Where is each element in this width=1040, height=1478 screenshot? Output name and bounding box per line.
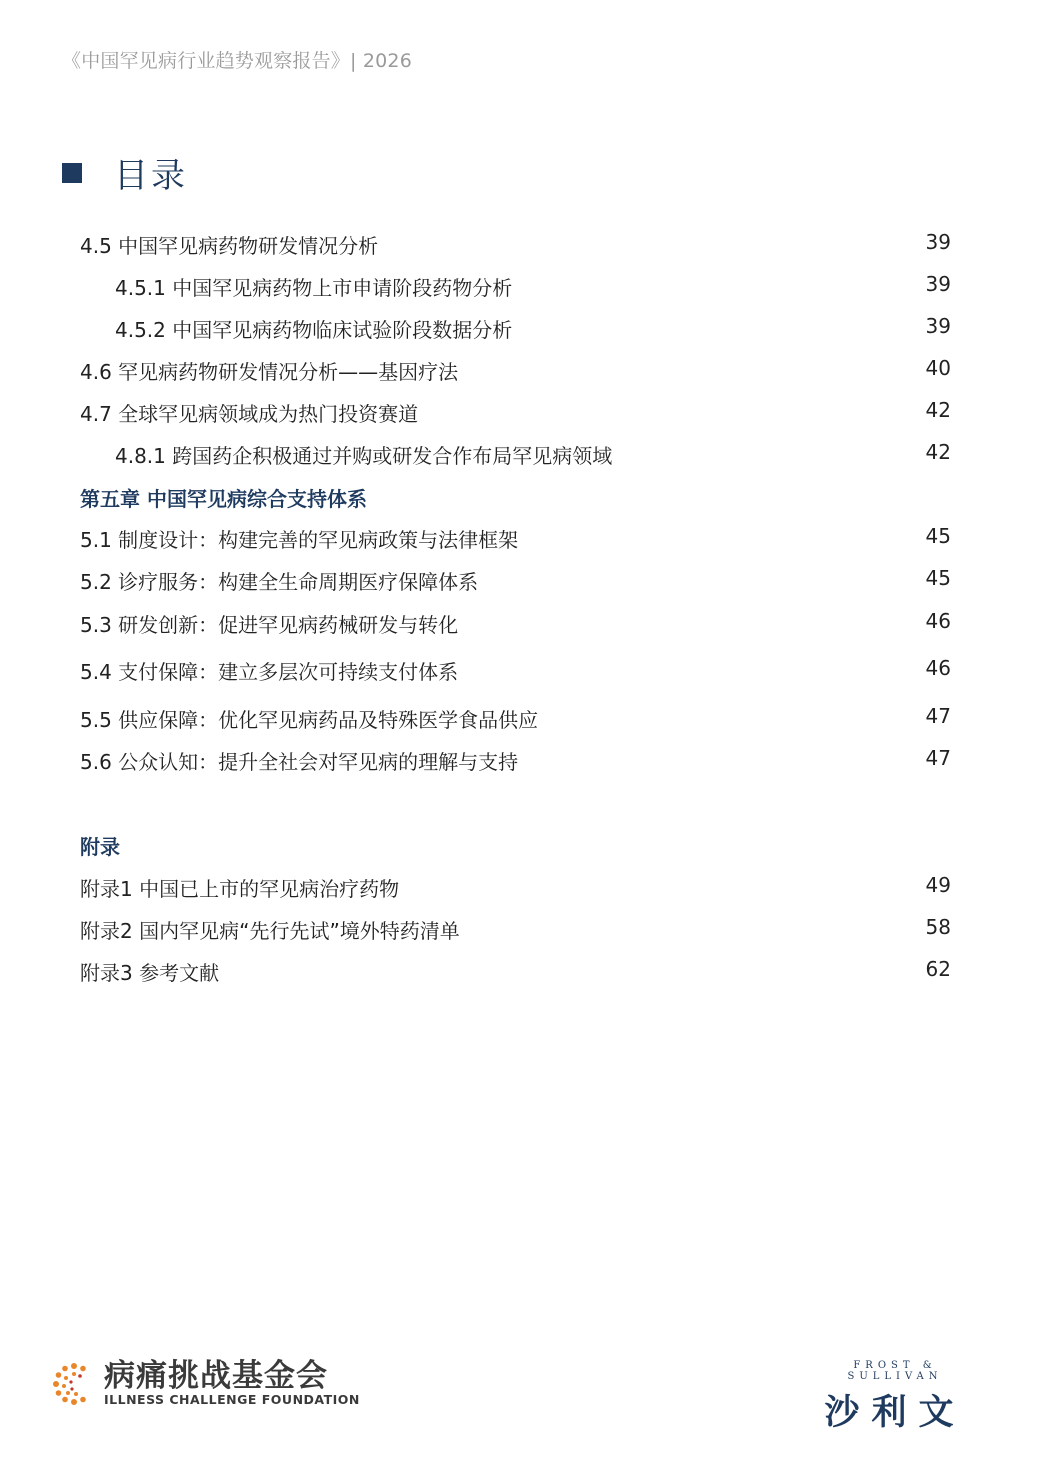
frost-sullivan-name-en: FROST & SULLIVAN [847,1360,943,1382]
toc-entry-page: 39 [925,230,951,254]
toc-entry[interactable] [0,656,1040,688]
foundation-ring-icon [52,1362,96,1406]
toc-entry-page: 46 [925,609,951,633]
toc-entry[interactable] [0,566,1040,598]
toc-chapter-label: 第五章 中国罕见病综合支持体系 [80,487,367,511]
toc-entry-page: 47 [925,746,951,770]
toc-entry-page: 47 [925,704,951,728]
toc-entry-label: 5.6 公众认知：提升全社会对罕见病的理解与支持 [80,750,519,774]
toc-entry[interactable] [0,398,1040,430]
toc-entry[interactable] [0,915,1040,947]
toc-entry-page: 46 [925,656,951,680]
toc-entry-page: 39 [925,314,951,338]
toc-entry-label: 5.2 诊疗服务：构建全生命周期医疗保障体系 [80,570,479,594]
toc-entry-label: 4.5.1 中国罕见病药物上市申请阶段药物分析 [115,276,513,300]
toc-entry[interactable] [0,957,1040,989]
title-square-icon [62,163,82,183]
foundation-name-en: ILLNESS CHALLENGE FOUNDATION [104,1392,360,1407]
toc-entry[interactable] [0,230,1040,262]
toc-entry-label: 5.3 研发创新：促进罕见病药械研发与转化 [80,613,459,637]
toc-entry-label: 附录3 参考文献 [80,961,220,985]
toc-entry-page: 42 [925,440,951,464]
toc-entry-page: 45 [925,524,951,548]
frost-sullivan-logo [802,1360,988,1435]
toc-entry-label: 4.8.1 跨国药企积极通过并购或研发合作布局罕见病领域 [115,444,613,468]
toc-entry-label: 4.6 罕见病药物研发情况分析——基因疗法 [80,360,459,384]
foundation-name-cn: 病痛挑战基金会 [104,1358,328,1394]
toc-entry[interactable] [0,746,1040,778]
toc-entry[interactable] [0,524,1040,556]
toc-entry-page: 39 [925,272,951,296]
toc-entry-label: 附录2 国内罕见病“先行先试”境外特药清单 [80,919,460,943]
toc-appendix-heading[interactable] [0,831,1040,863]
toc-entry-label: 4.7 全球罕见病领域成为热门投资赛道 [80,402,419,426]
toc-entry[interactable] [0,704,1040,736]
toc-entry-label: 5.5 供应保障：优化罕见病药品及特殊医学食品供应 [80,708,539,732]
report-header: 《中国罕见病行业趋势观察报告》| 2026 [62,50,412,72]
toc-entry-page: 40 [925,356,951,380]
toc-entry-label: 5.1 制度设计：构建完善的罕见病政策与法律框架 [80,528,519,552]
toc-appendix-label: 附录 [80,835,120,859]
toc-title-text: 目录 [114,156,188,196]
toc-entry[interactable] [0,356,1040,388]
toc-entry-label: 5.4 支付保障：建立多层次可持续支付体系 [80,660,459,684]
toc-entry-page: 58 [925,915,951,939]
toc-title [62,148,188,197]
toc-entry-page: 49 [925,873,951,897]
toc-entry[interactable] [0,440,1040,472]
toc-entry-page: 42 [925,398,951,422]
toc-entry-label: 4.5.2 中国罕见病药物临床试验阶段数据分析 [115,318,513,342]
illness-challenge-foundation-logo [52,1360,360,1408]
toc-entry[interactable] [0,272,1040,304]
toc-entry[interactable] [0,314,1040,346]
toc-entry-page: 45 [925,566,951,590]
frost-sullivan-name-cn: 沙利文 [824,1393,966,1433]
toc-entry-page: 62 [925,957,951,981]
toc-chapter-heading[interactable] [0,483,1040,515]
toc-entry[interactable] [0,873,1040,905]
toc-entry[interactable] [0,609,1040,641]
toc-entry-label: 4.5 中国罕见病药物研发情况分析 [80,234,379,258]
toc-entry-label: 附录1 中国已上市的罕见病治疗药物 [80,877,400,901]
